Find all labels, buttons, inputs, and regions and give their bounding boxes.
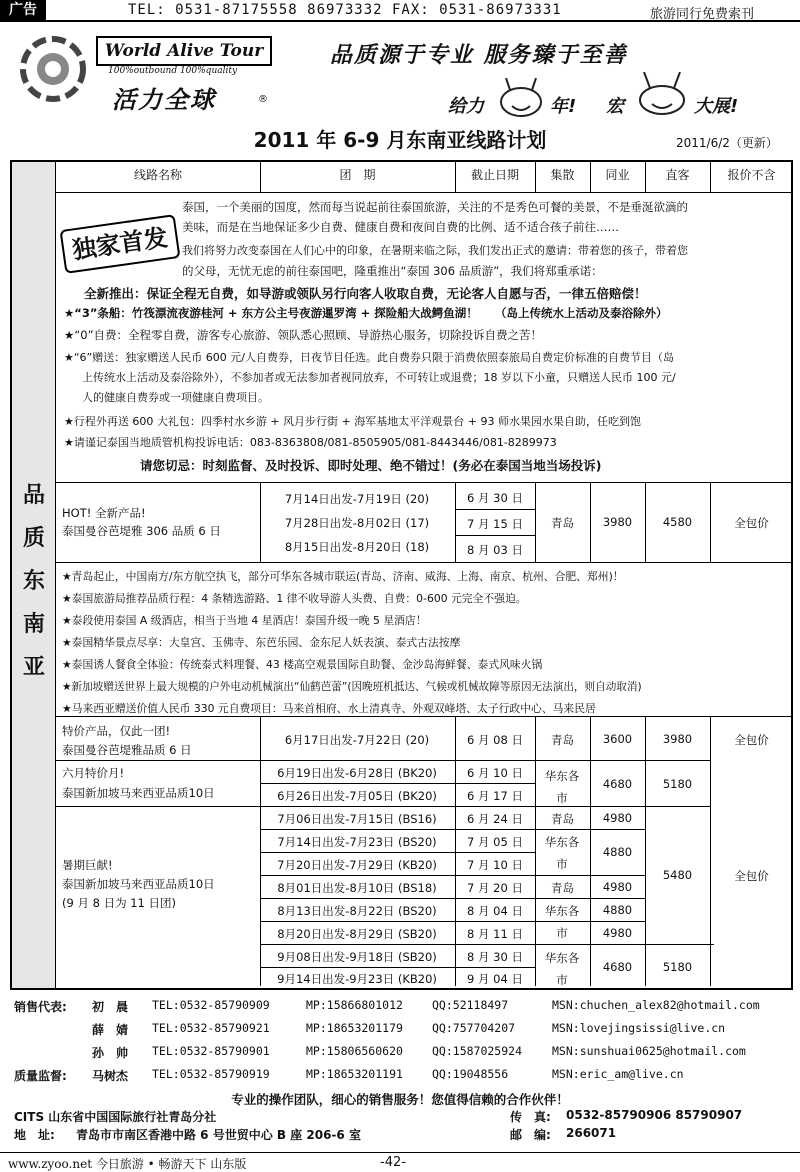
slogan2-a: 给力: [448, 96, 484, 117]
sales-mp: MP:18653201191: [306, 1067, 403, 1081]
route3-tag: 六月特价月!: [62, 766, 125, 780]
route1-tag: HOT! 全新产品!: [62, 506, 146, 520]
intro-p4: 的父母，无忧无虑的前往泰国吧，隆重推出“泰国 306 品质游”，我们将郑重承诺：: [182, 264, 603, 278]
route3-peer-price: 4680: [602, 777, 633, 791]
slogan: 品质源于专业 服务臻于至善: [330, 43, 628, 68]
sales-name: 初 晨: [92, 1000, 129, 1014]
route4-date: 7月20日出发-7月29日 (KB20): [277, 858, 437, 872]
fax-label: 传 真:: [510, 1110, 551, 1124]
side-char: 南: [22, 612, 45, 637]
sales-msn: MSN:lovejingsissi@live.cn: [552, 1021, 726, 1035]
route3-retail-price: 5180: [662, 777, 693, 791]
route4-deadline: 8 月 30 日: [467, 950, 523, 964]
route4-peer-price: 4880: [602, 845, 633, 859]
bullet-complaint-phones: ★请谨记泰国当地质管机构投诉电话：083-8363808/081-8505905/081-8443446/081-8289973: [64, 436, 557, 449]
route4-deadline: 9 月 04 日: [467, 972, 523, 986]
logo-english: World Alive Tour: [96, 36, 272, 66]
page-number: -42-: [380, 1155, 406, 1170]
route4-date: 7月14日出发-7月23日 (BS20): [277, 835, 437, 849]
route2-date: 6月17日出发-7月22日 (20): [284, 733, 430, 747]
route4-date: 9月14日出发-9月23日 (KB20): [277, 972, 437, 986]
motto: 专业的操作团队，细心的销售服务！您值得信赖的合作伙伴！: [231, 1092, 569, 1107]
route2-peer-price: 3600: [602, 732, 633, 746]
route3-deadline: 6 月 17 日: [467, 789, 523, 803]
route4-peer-price: 4680: [602, 960, 633, 974]
rabbit-face-icon-2: [634, 72, 690, 116]
note-item: ★泰国旅游局推荐品质行程：4 条精选游路、1 律不收导游人头费、自费：0-600 元完全不强迫。: [62, 592, 527, 605]
col-header-retail-price: 直客: [665, 168, 690, 182]
route4-date: 9月08日出发-9月18日 (SB20): [277, 950, 437, 964]
sales-msn: MSN:chuchen_alex82@hotmail.com: [552, 998, 760, 1012]
route4-date: 8月01日出发-8月10日 (BS18): [277, 881, 437, 895]
quality-label: 质量监督:: [14, 1069, 67, 1083]
route4-deadline: 7 月 20 日: [467, 881, 523, 895]
zip-code: 266071: [566, 1126, 617, 1140]
route4-hub: 华东各市: [544, 904, 580, 940]
col-header-dates: 团 期: [339, 168, 376, 182]
bullet-six-gift-c: 人的健康自费券或一项健康自费项目。: [82, 391, 269, 404]
route1-deadline: 6 月 30 日: [467, 491, 523, 505]
bullet-six-gift-b: 上传统水上活动及泰浴除外），不参加者或无法参加者视同放弃，不可转让或退费；18 岁以下小童，只赠送人民币 100 元/: [82, 371, 676, 384]
intro-p3: 我们将努力改变泰国在人们心中的印象，在暑期来临之际，我们发出正式的邀请：带着您的孩子，带着您: [182, 244, 688, 257]
route4-date: 7月06日出发-7月15日 (BS16): [277, 812, 437, 826]
side-char: 品: [22, 483, 45, 508]
sales-tel: TEL:0532-85790901: [152, 1044, 270, 1058]
exclusive-stamp: 独家首发: [60, 214, 181, 274]
route4-peer-price: 4980: [602, 926, 633, 940]
col-header-hub: 集散: [550, 168, 575, 182]
sales-qq: QQ:1587025924: [432, 1044, 523, 1058]
route4-tag: 暑期巨献!: [62, 858, 113, 872]
side-label-text: [12, 474, 56, 689]
note-item: ★新加坡赠送世界上最大规模的户外电动机械演出“仙鹤芭蕾”(因晚班机抵达、气候或机械故障等原因无法演出，则自动取消): [62, 681, 642, 693]
route2-exclusions: 全包价: [734, 733, 769, 747]
route1-retail-price: 4580: [662, 515, 693, 529]
sales-qq: QQ:52118497: [432, 998, 509, 1012]
route4-exclusions: 全包价: [734, 869, 769, 883]
route4-note: (9 月 8 日为 11 日团): [62, 896, 177, 910]
intro-p2: 美味，而是在当地保证多少自费、健康自费和夜间自费的比例、适不适合孩子前往……: [182, 220, 619, 234]
route1-deadline: 8 月 03 日: [467, 543, 523, 557]
logo-subtitle: 100%outbound 100%quality: [108, 66, 238, 76]
route4-date: 8月20日出发-8月29日 (SB20): [277, 927, 437, 941]
page-title: 2011 年 6-9 月东南亚线路计划: [253, 128, 547, 152]
route3-date: 6月26日出发-7月05日 (BK20): [277, 789, 437, 803]
route4-peer-price: 4980: [602, 811, 633, 825]
route4-hub: 华东各市: [544, 951, 580, 987]
route2-name: 泰国曼谷芭堤雅品质 6 日: [62, 743, 192, 757]
rabbit-face-icon: [496, 78, 546, 118]
col-header-route: 线路名称: [133, 168, 182, 182]
route3-name: 泰国新加坡马来西亚品质10日: [62, 786, 215, 800]
logo-swirl-icon: [14, 30, 92, 108]
route2-retail-price: 3980: [662, 732, 693, 746]
route1-deadline: 7 月 15 日: [467, 517, 523, 531]
route1-hub: 青岛: [551, 516, 574, 530]
route4-deadline: 6 月 24 日: [467, 812, 523, 826]
route1-date: 7月28日出发-8月02日 (17): [284, 516, 430, 530]
sales-tel: TEL:0532-85790921: [152, 1021, 270, 1035]
route4-hub: 华东各市: [544, 835, 580, 871]
route4-peer-price: 4880: [602, 903, 633, 917]
side-char: 东: [22, 569, 45, 594]
route4-deadline: 7 月 10 日: [467, 858, 523, 872]
route4-retail-price: 5480: [662, 868, 693, 882]
route3-date: 6月19日出发-6月28日 (BK20): [277, 766, 437, 780]
note-item: ★青岛起止，中国南方/东方航空执飞，部分可华东各城市联运(青岛、济南、威海、上海、南京、杭州、合肥、郑州)！: [62, 570, 624, 583]
route1-exclusions: 全包价: [734, 516, 769, 530]
sales-label: 销售代表:: [14, 1000, 67, 1014]
route4-retail-price: 5180: [662, 960, 693, 974]
slogan2-b: 年!: [550, 96, 577, 117]
route4-deadline: 8 月 11 日: [467, 927, 523, 941]
col-header-deadline: 截止日期: [470, 168, 519, 182]
route1-date: 7月14日出发-7月19日 (20): [284, 492, 430, 506]
free-catalog-tagline: 旅游同行免费索刊: [650, 7, 755, 22]
logo-chinese: 活力全球: [112, 86, 216, 114]
logo-registered-mark: ®: [258, 94, 268, 105]
bullet-zero-fee: ★“0”自费：全程零自费，游客专心旅游、领队悉心照顾、导游热心服务，切除投诉自费之苦！: [64, 328, 543, 342]
address: 青岛市市南区香港中路 6 号世贸中心 B 座 206-6 室: [76, 1128, 361, 1142]
route3-hub: 华东各市: [544, 769, 580, 805]
sales-msn: MSN:eric_am@live.cn: [552, 1067, 684, 1081]
fax-number: 0532-85790906 85790907: [566, 1108, 743, 1122]
note-item: ★泰国精华景点尽享：大皇宫、玉佛寺、东芭乐园、金东尼人妖表演、泰式古法按摩: [62, 636, 461, 649]
slogan2-d: 大展!: [694, 96, 739, 117]
route4-hub: 青岛: [551, 812, 574, 826]
sales-qq: QQ:19048556: [432, 1067, 509, 1081]
note-item: ★马来西亚赠送价值人民币 330 元自费项目：马来首相府、水上清真寺、外观双峰塔、太子行政中心、马来民居: [62, 702, 596, 715]
sales-mp: MP:15866801012: [306, 998, 403, 1012]
address-label: 地 址:: [14, 1128, 55, 1142]
sales-tel: TEL:0532-85790909: [152, 998, 270, 1012]
sales-tel: TEL:0532-85790919: [152, 1067, 270, 1081]
agency-contact-line: TEL: 0531-87175558 86973332 FAX: 0531-86973331: [128, 2, 562, 18]
sales-qq: QQ:757704207: [432, 1021, 516, 1035]
bullet-three-boats: ★“3”条船：竹筏漂流夜游桂河 + 东方公主号夜游暹罗湾 + 探险船大战鳄鱼湖！ （岛上传统水上活动及泰浴除外）: [64, 306, 668, 320]
warning-line: 请您切忌：时刻监督、及时投诉、即时处理、绝不错过！(务必在泰国当地当场投诉): [140, 458, 602, 473]
sales-mp: MP:15806560620: [306, 1044, 403, 1058]
route2-tag: 特价产品，仅此一团!: [62, 724, 171, 738]
bullet-extra-gift: ★行程外再送 600 大礼包：四季村水乡游 + 风月步行街 + 海军基地太平洋观景台 + 93 师水果园水果自助，任吃到饱: [64, 415, 641, 428]
route2-hub: 青岛: [551, 733, 574, 747]
route4-hub: 青岛: [551, 881, 574, 895]
sales-name: 薛 婧: [92, 1023, 129, 1037]
route1-peer-price: 3980: [602, 515, 633, 529]
ad-label: 广告: [0, 0, 46, 20]
col-header-exclusions: 报价不含: [727, 168, 776, 182]
note-item: ★泰段使用泰国 A 级酒店，相当于当地 4 星酒店！泰国升级一晚 5 星酒店！: [62, 614, 427, 627]
route3-deadline: 6 月 10 日: [467, 766, 523, 780]
route2-deadline: 6 月 08 日: [467, 733, 523, 747]
note-item: ★泰国诱人餐食全体验：传统泰式料理餐、43 楼高空观景国际自助餐、金沙岛海鲜餐、泰式风味火锅: [62, 658, 543, 671]
sales-name: 马树杰: [92, 1069, 129, 1083]
side-char: 质: [22, 526, 45, 551]
site-footer: www.zyoo.net 今日旅游 • 畅游天下 山东版: [8, 1157, 247, 1171]
route1-date: 8月15日出发-8月20日 (18): [284, 540, 430, 554]
launch-guarantee: 全新推出：保证全程无自费，如导游或领队另行向客人收取自费，无论客人自愿与否，一律五倍赔偿！: [84, 286, 647, 301]
sales-msn: MSN:sunshuai0625@hotmail.com: [552, 1044, 746, 1058]
route4-date: 8月13日出发-8月22日 (BS20): [277, 904, 437, 918]
sales-mp: MP:18653201179: [306, 1021, 403, 1035]
company-name: CITS 山东省中国国际旅行社青岛分社: [14, 1110, 217, 1124]
route4-deadline: 7 月 05 日: [467, 835, 523, 849]
slogan2-c: 宏: [606, 96, 624, 117]
update-date: 2011/6/2（更新）: [676, 136, 778, 150]
side-char: 亚: [22, 655, 45, 680]
sales-name: 孙 帅: [92, 1046, 129, 1060]
route4-name: 泰国新加坡马来西亚品质10日: [62, 877, 215, 891]
zip-label: 邮 编:: [510, 1128, 551, 1142]
bullet-six-gift-a: ★“6”赠送：独家赠送人民币 600 元/人自费券，日夜节目任选。此自费券只限于消费依照泰旅局自费定价标准的自费节目（岛: [64, 351, 674, 364]
route4-peer-price: 4980: [602, 880, 633, 894]
route1-name: 泰国曼谷芭堤雅 306 品质 6 日: [62, 524, 221, 538]
route4-deadline: 8 月 04 日: [467, 904, 523, 918]
col-header-peer-price: 同业: [605, 168, 630, 182]
intro-p1: 泰国，一个美丽的国度，然而每当说起前往泰国旅游，关注的不是秀色可餐的美景，不是垂涎欲滴的: [182, 200, 688, 214]
